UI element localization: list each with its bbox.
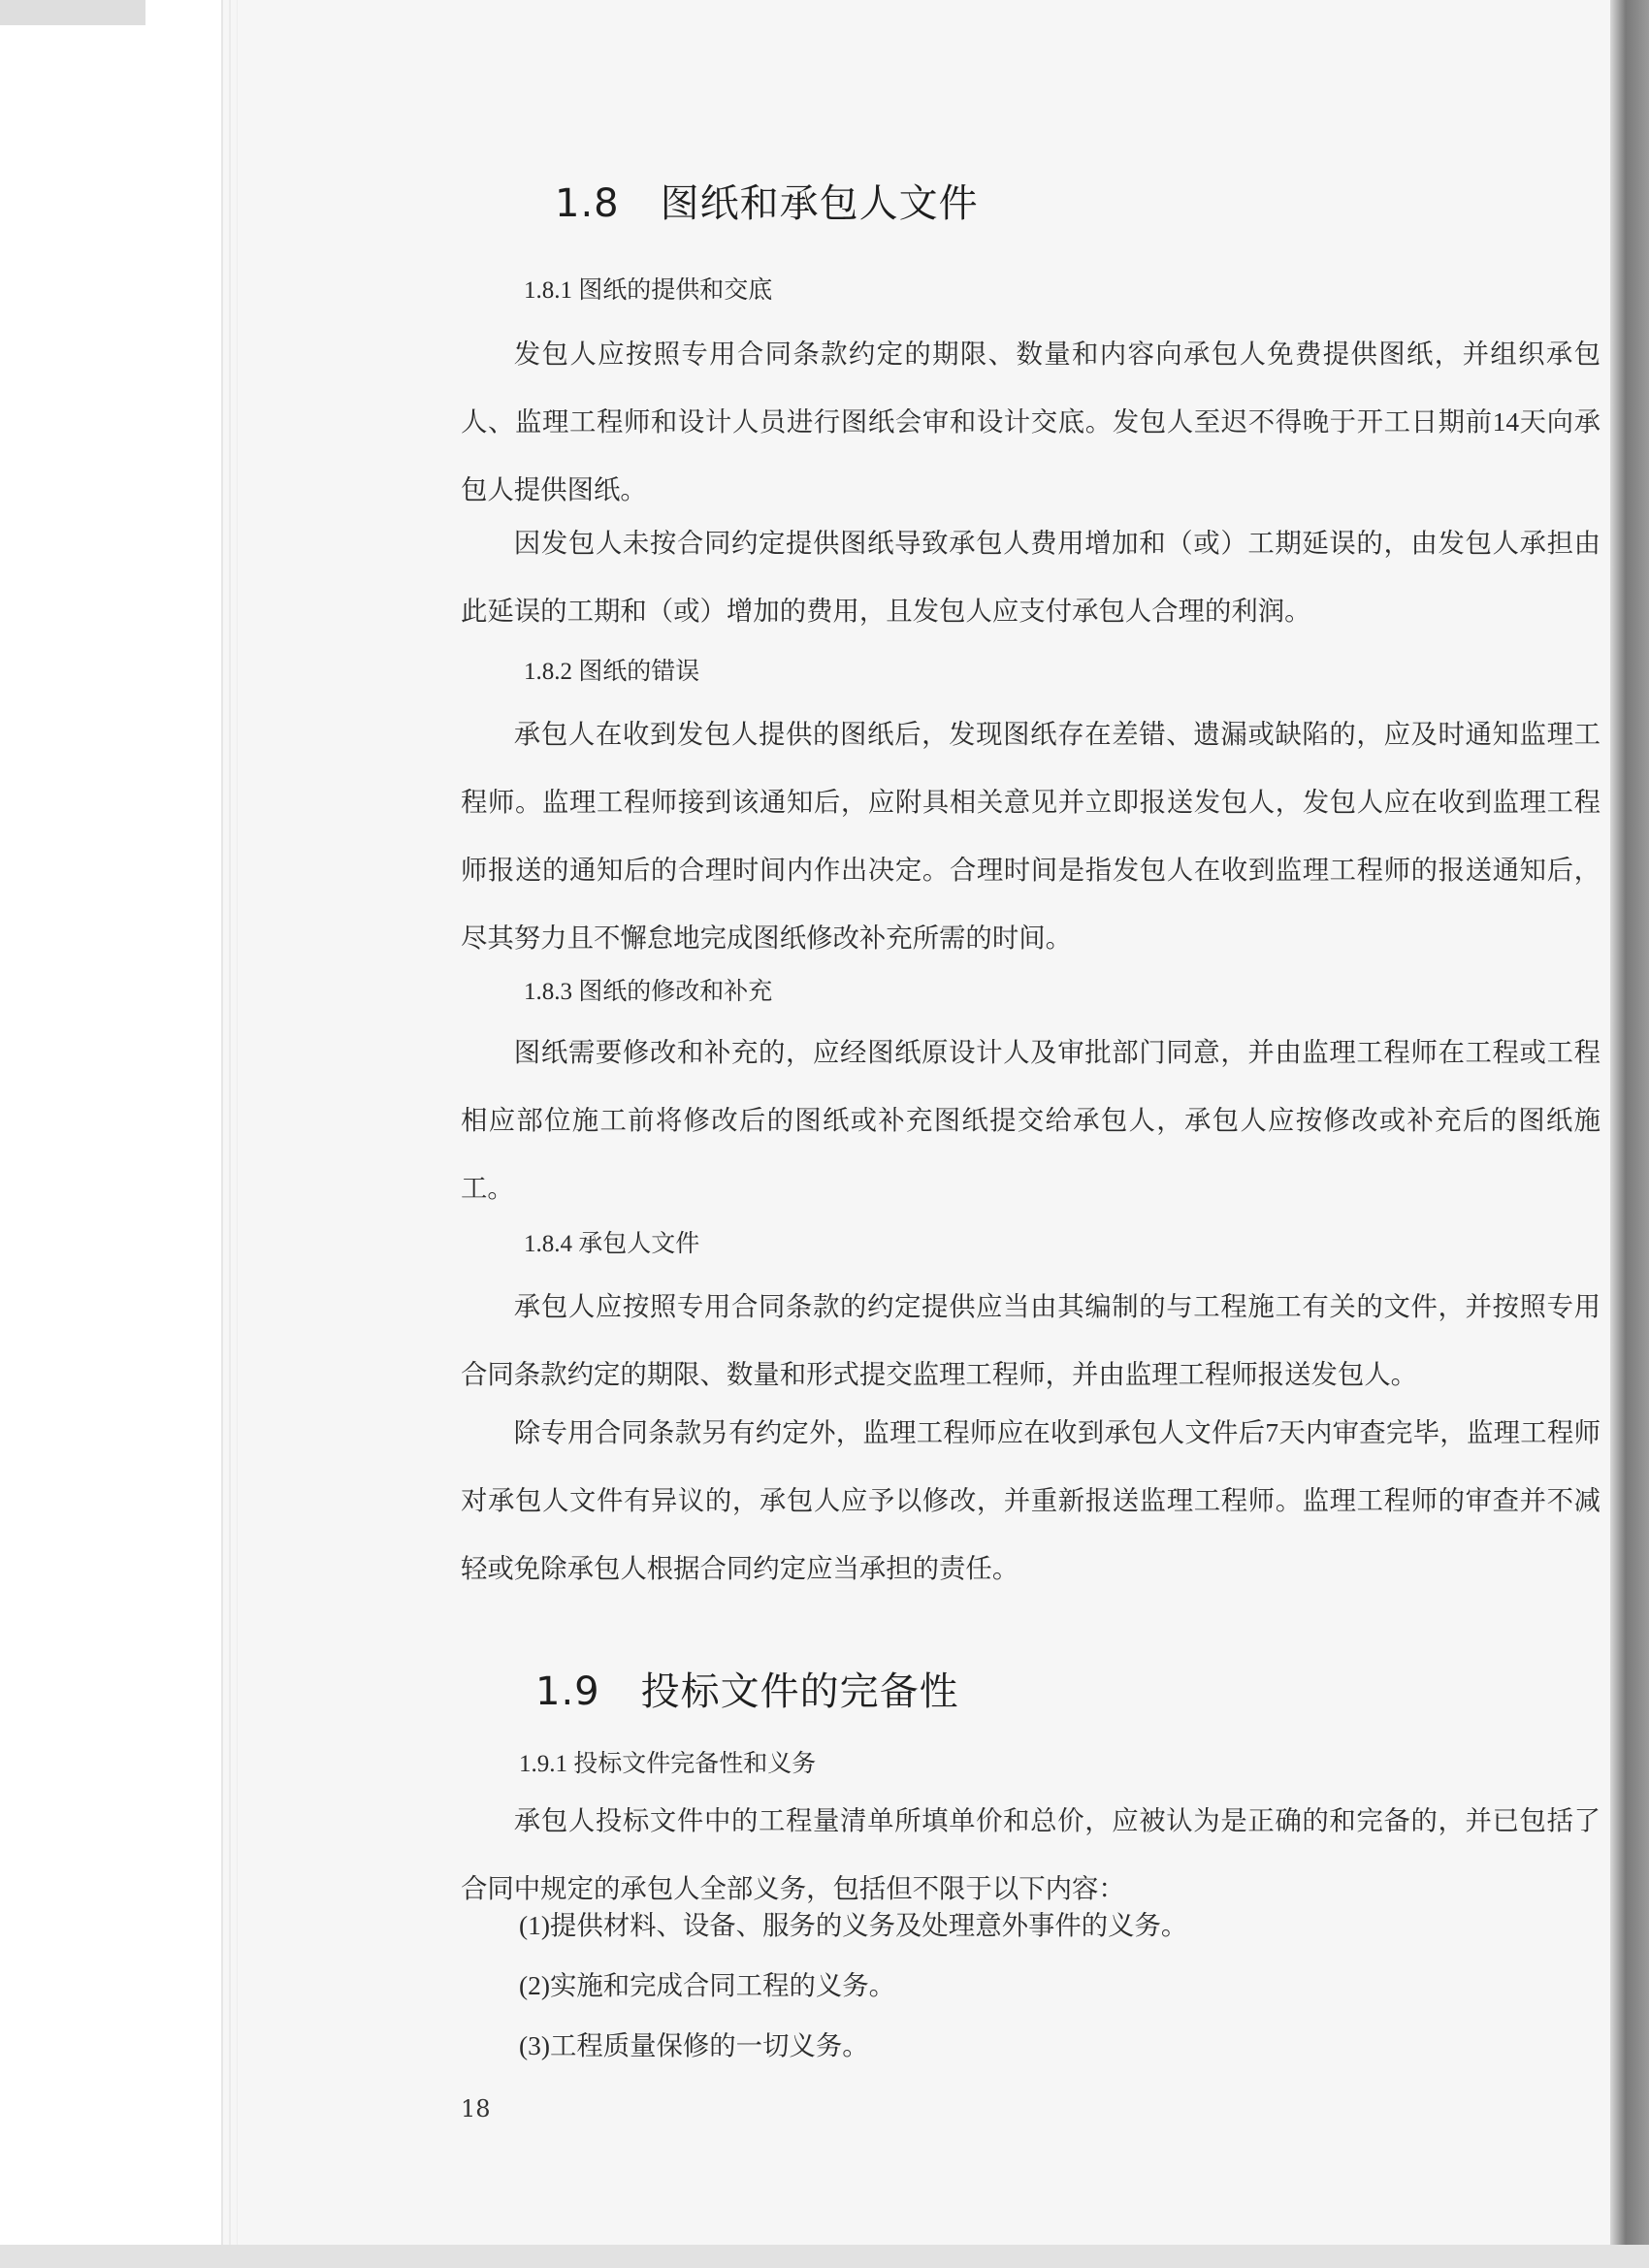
subsection-heading-1-9-1: 1.9.1 投标文件完备性和义务 xyxy=(519,1751,817,1777)
section-title-text: 投标文件的完备性 xyxy=(640,1669,959,1714)
page-edge xyxy=(221,0,223,2268)
left-blank-margin xyxy=(0,0,221,2268)
section-number: 1.9 xyxy=(535,1669,600,1714)
paragraph: 发包人应按照专用合同条款约定的期限、数量和内容向承包人免费提供图纸，并组织承包人、监理工程师和设计人员进行图纸会审和设计交底。发包人至迟不得晚于开工日期前14天向承包人提供图纸。 xyxy=(461,340,1600,504)
paragraph: 承包人应按照专用合同条款的约定提供应当由其编制的与工程施工有关的文件，并按照专用合同条款约定的期限、数量和形式提交监理工程师，并由监理工程师报送发包人。 xyxy=(461,1292,1600,1389)
subsection-heading-1-8-3: 1.8.3 图纸的修改和补充 xyxy=(524,979,773,1005)
list-item: (1)提供材料、设备、服务的义务及处理意外事件的义务。 xyxy=(519,1911,1188,1940)
subsection-heading-1-8-1: 1.8.1 图纸的提供和交底 xyxy=(524,277,773,304)
paragraph: 因发包人未按合同约定提供图纸导致承包人费用增加和（或）工期延误的，由发包人承担由此延误的工期和（或）增加的费用，且发包人应支付承包人合理的利润。 xyxy=(461,529,1600,626)
list-item: (3)工程质量保修的一切义务。 xyxy=(519,2031,869,2060)
paragraph: 图纸需要修改和补充的，应经图纸原设计人及审批部门同意，并由监理工程师在工程或工程相应部位施工前将修改后的图纸或补充图纸提交给承包人，承包人应按修改或补充后的图纸施工。 xyxy=(461,1038,1600,1203)
section-title-text: 图纸和承包人文件 xyxy=(660,181,979,226)
binding-shadow xyxy=(1610,0,1649,2268)
section-number: 1.8 xyxy=(555,181,620,226)
list-item: (2)实施和完成合同工程的义务。 xyxy=(519,1971,896,2000)
paragraph: 承包人投标文件中的工程量清单所填单价和总价，应被认为是正确的和完备的，并已包括了合同中规定的承包人全部义务，包括但不限于以下内容： xyxy=(461,1806,1600,1903)
scan-bottom-edge xyxy=(0,2245,1649,2268)
paragraph: 除专用合同条款另有约定外，监理工程师应在收到承包人文件后7天内审查完毕，监理工程师对承包人文件有异议的，承包人应予以修改，并重新报送监理工程师。监理工程师的审查并不减轻或免除承包人根据合同约定应当承担的责任。 xyxy=(461,1418,1600,1583)
page-number: 18 xyxy=(461,2095,491,2122)
page-edge xyxy=(237,0,238,2268)
section-title-1-8 xyxy=(555,173,979,228)
subsection-heading-1-8-4: 1.8.4 承包人文件 xyxy=(524,1231,700,1257)
section-title-1-9 xyxy=(535,1661,959,1716)
page-edge xyxy=(229,0,231,2268)
subsection-heading-1-8-2: 1.8.2 图纸的错误 xyxy=(524,659,700,685)
paragraph: 承包人在收到发包人提供的图纸后，发现图纸存在差错、遗漏或缺陷的，应及时通知监理工程师。监理工程师接到该通知后，应附具相关意见并立即报送发包人，发包人应在收到监理工程师报送的通知后的合理时间内作出决定。合理时间是指发包人在收到监理工程师的报送通知后，尽其努力且不懈怠地完成图纸修改补充所需的时间。 xyxy=(461,720,1600,953)
scan-top-mark xyxy=(0,0,146,25)
